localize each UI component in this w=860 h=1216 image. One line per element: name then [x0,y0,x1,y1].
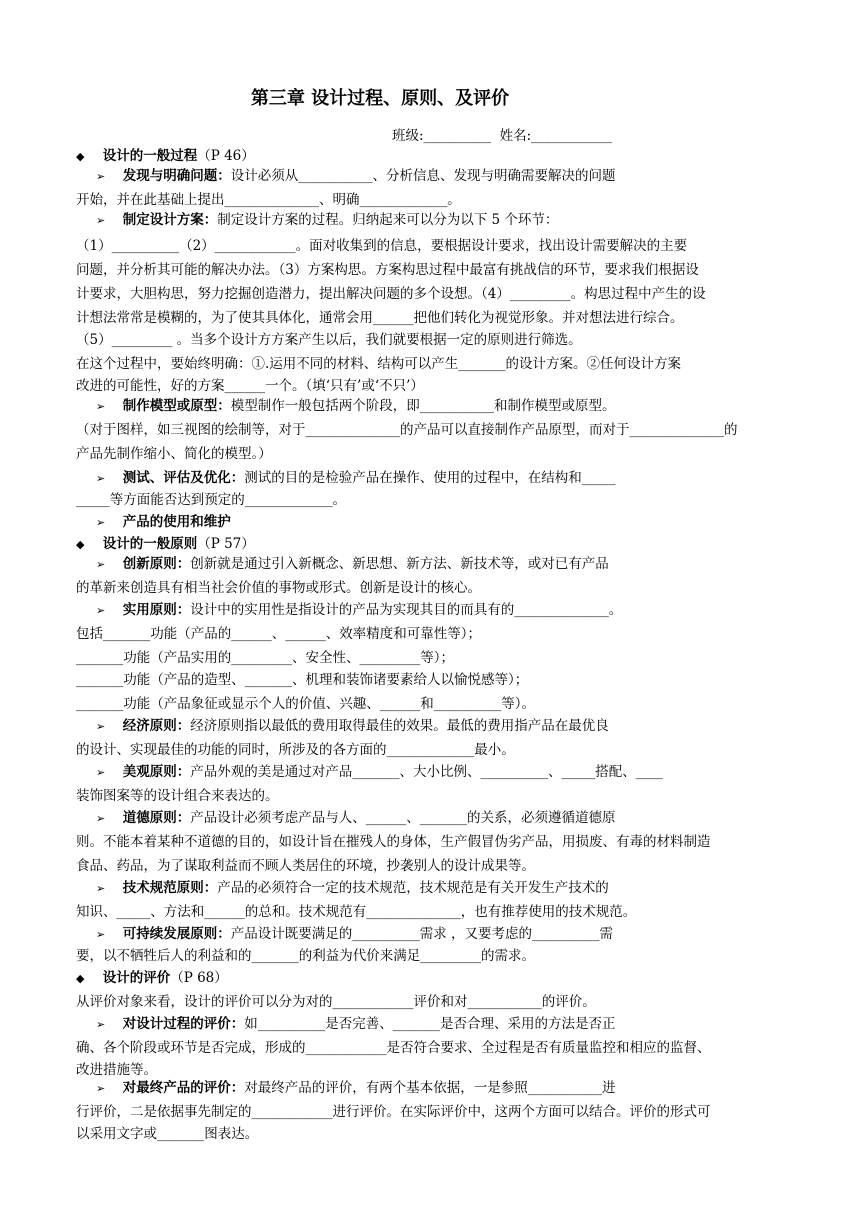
text-line [76,694,790,714]
item-heading: 实用原则： [118,602,191,618]
text-line [76,762,790,782]
paragraph-text: 要，以不牺牲后人的利益和的_______的利益为代价来满足_________的需求。 [76,948,535,964]
text-line [76,832,790,852]
text-line [76,648,790,668]
text-line [76,878,790,898]
diamond-bullet-icon: ◆ [76,150,85,163]
paragraph-text: 开始，并在此基础上提出______________、明确_____________。 [76,192,461,208]
paragraph-text: 改进措施等。 [76,1062,157,1078]
diamond-bullet-icon: ◆ [76,538,85,551]
text-line [76,512,790,532]
paragraph-text: 问题，并分析其可能的解决办法。（3）方案构思。方案构思过程中最富有挑战信的环节，要求我们根据设 [76,262,699,278]
item-heading: 道德原则： [118,810,191,826]
text-line [76,578,790,598]
item-text: 产品设计必须考虑产品与人、______、_______的关系，必须遵循道德原 [190,810,616,826]
text-line [76,444,790,464]
text-line [76,856,790,876]
text-line [76,554,790,574]
item-heading: 经济原则： [118,718,191,734]
paragraph-text: 的革新来创造具有相当社会价值的事物或形式。创新是设计的核心。 [76,580,481,596]
paragraph-text: 食品、药品，为了谋取利益而不顾人类居住的环境，抄袭别人的设计成果等。 [76,858,535,874]
item-text: 制定设计方案的过程。归纳起来可以分为以下 5 个环节： [217,212,559,228]
arrow-bullet-icon: ➢ [96,928,106,941]
text-line [76,786,790,806]
text-line [76,146,790,166]
paragraph-text: 计想法常常是模糊的，为了使其具体化，通常会用______把他们转化为视觉形象。并对想法进行综合。 [76,310,684,326]
page-title: 第三章 设计过程、原则、及评价 [250,88,510,109]
item-text: 产品的必须符合一定的技术规范，技术规范是有关开发生产技术的 [217,880,609,896]
arrow-bullet-icon: ➢ [96,400,106,413]
paragraph-text: 的设计、实现最佳的功能的同时，所涉及的各方面的_____________最小。 [76,742,515,758]
paragraph-text: _____等方面能否达到预定的_____________。 [76,492,346,508]
diamond-bullet-icon: ◆ [76,972,85,985]
item-heading: 制定设计方案： [118,212,218,228]
item-text: 产品外观的美是通过对产品_______、大小比例、__________、_____搭配、____ [190,764,663,780]
arrow-bullet-icon: ➢ [96,1082,106,1095]
paragraph-text: 从评价对象来看，设计的评价可以分为对的____________评价和对___________的评价。 [76,994,596,1010]
paragraph-text: 产品先制作缩小、简化的模型。） [76,446,272,462]
text-line [76,330,790,350]
arrow-bullet-icon: ➢ [96,882,106,895]
paragraph-text: （对于图样，如三视图的绘制等，对于______________的产品可以直接制作产品原型，而对于______________的 [76,422,738,438]
text-line [76,420,790,440]
text-line [76,1078,790,1098]
item-heading: 可持续发展原则： [118,926,231,942]
text-line [76,992,790,1012]
text-line [76,236,790,256]
arrow-bullet-icon: ➢ [96,558,106,571]
paragraph-text: 计要求，大胆构思，努力挖掘创造潜力，提出解决问题的多个设想。（4）_________。构思过程中产生的设 [76,286,706,302]
text-line [76,1060,790,1080]
paragraph-text: 行评价，二是依据事先制定的____________进行评价。在实际评价中，这两个方面可以结合。评价的形式可 [76,1104,711,1120]
paragraph-text: 改进的可能性，好的方案______一个。（填‘只有’或‘不只’） [76,378,424,394]
item-text: （P 57） [197,536,255,552]
item-text: 如__________是否完善、_______是否合理、采用的方法是否正 [244,1016,616,1032]
paragraph-text: _______功能（产品实用的_________、安全性、_________等）； [76,650,454,666]
paragraph-text: _______功能（产品象征或显示个人的价值、兴趣、______和__________等）。 [76,696,535,712]
arrow-bullet-icon: ➢ [96,766,106,779]
item-heading: 美观原则： [118,764,191,780]
section-heading: 设计的一般原则 [98,536,198,552]
item-heading: 制作模型或原型： [118,398,231,414]
item-text: 产品设计既要满足的__________需求 ，又要考虑的__________需 [230,926,613,942]
item-text: 模型制作一般包括两个阶段，即___________和制作模型或原型。 [230,398,616,414]
item-heading: 测试、评估及优化： [118,470,245,486]
text-line [76,210,790,230]
item-heading: 对最终产品的评价： [118,1080,245,1096]
text-line [76,534,790,554]
text-line [76,968,790,988]
text-line [76,946,790,966]
text-line [76,376,790,396]
text-line [76,670,790,690]
text-line [76,166,790,186]
section-heading: 设计的一般过程 [98,148,198,164]
text-line [76,468,790,488]
paragraph-text: （1）__________（2）____________。面对收集到的信息，要根据设计要求，找出设计需要解决的主要 [76,238,688,254]
text-line [76,396,790,416]
item-heading: 发现与明确问题： [118,168,231,184]
paragraph-text: 装饰图案等的设计组合来表达的。 [76,788,279,804]
arrow-bullet-icon: ➢ [96,604,106,617]
item-text: 经济原则指以最低的费用取得最佳的效果。最低的费用指产品在最优良 [190,718,609,734]
arrow-bullet-icon: ➢ [96,720,106,733]
text-line [76,624,790,644]
item-text: 设计中的实用性是指设计的产品为实现其目的而具有的______________。 [190,602,623,618]
text-line [76,354,790,374]
paragraph-text: 确、各个阶段或环节是否完成，形成的____________是否符合要求、全过程是否有质量监控和相应的监督、 [76,1040,711,1056]
text-line [76,902,790,922]
item-text: 测试的目的是检验产品在操作、使用的过程中，在结构和_____ [244,470,616,486]
text-line [76,260,790,280]
text-line [76,924,790,944]
paragraph-text: _______功能（产品的造型、_______、机理和装饰诸要素给人以愉悦感等）； [76,672,529,688]
text-line [76,1014,790,1034]
section-heading: 设计的评价 [98,970,171,986]
text-line [76,308,790,328]
text-line [76,1038,790,1058]
item-text: （P 68） [170,970,228,986]
paragraph-text: （5）_________ 。当多个设计方方案产生以后，我们就要根据一定的原则进行筛选。 [76,332,582,348]
arrow-bullet-icon: ➢ [96,214,106,227]
item-heading: 产品的使用和维护 [118,514,231,530]
item-text: 对最终产品的评价，有两个基本依据，一是参照___________进 [244,1080,616,1096]
paragraph-text: 在这个过程中，要始终明确：①.运用不同的材料、结构可以产生_______的设计方案。②任何设计方案 [76,356,682,372]
text-line [76,716,790,736]
class-name-line: 班级:__________ 姓名:____________ [392,128,613,144]
text-line [76,190,790,210]
text-line [76,1124,790,1144]
text-line [76,740,790,760]
arrow-bullet-icon: ➢ [96,516,106,529]
item-text: （P 46） [197,148,255,164]
paragraph-text: 以采用文字或_______图表达。 [76,1126,259,1142]
text-line [76,600,790,620]
text-line [76,490,790,510]
arrow-bullet-icon: ➢ [96,472,106,485]
item-heading: 创新原则： [118,556,191,572]
text-line [76,808,790,828]
item-text: 创新就是通过引入新概念、新思想、新方法、新技术等，或对已有产品 [190,556,609,572]
item-text: 设计必须从___________、分析信息、发现与明确需要解决的问题 [230,168,616,184]
arrow-bullet-icon: ➢ [96,1018,106,1031]
text-line [76,1102,790,1122]
paragraph-text: 包括_______功能（产品的______、______、效率精度和可靠性等）； [76,626,481,642]
paragraph-text: 知识、_____、方法和______的总和。技术规范有______________，也有推荐使用的技术规范。 [76,904,637,920]
item-heading: 对设计过程的评价： [118,1016,245,1032]
arrow-bullet-icon: ➢ [96,812,106,825]
arrow-bullet-icon: ➢ [96,170,106,183]
paragraph-text: 则。不能本着某种不道德的目的，如设计旨在摧残人的身体，生产假冒伪劣产品，用损废、有毒的材料制造 [76,834,711,850]
text-line [76,284,790,304]
item-heading: 技术规范原则： [118,880,218,896]
